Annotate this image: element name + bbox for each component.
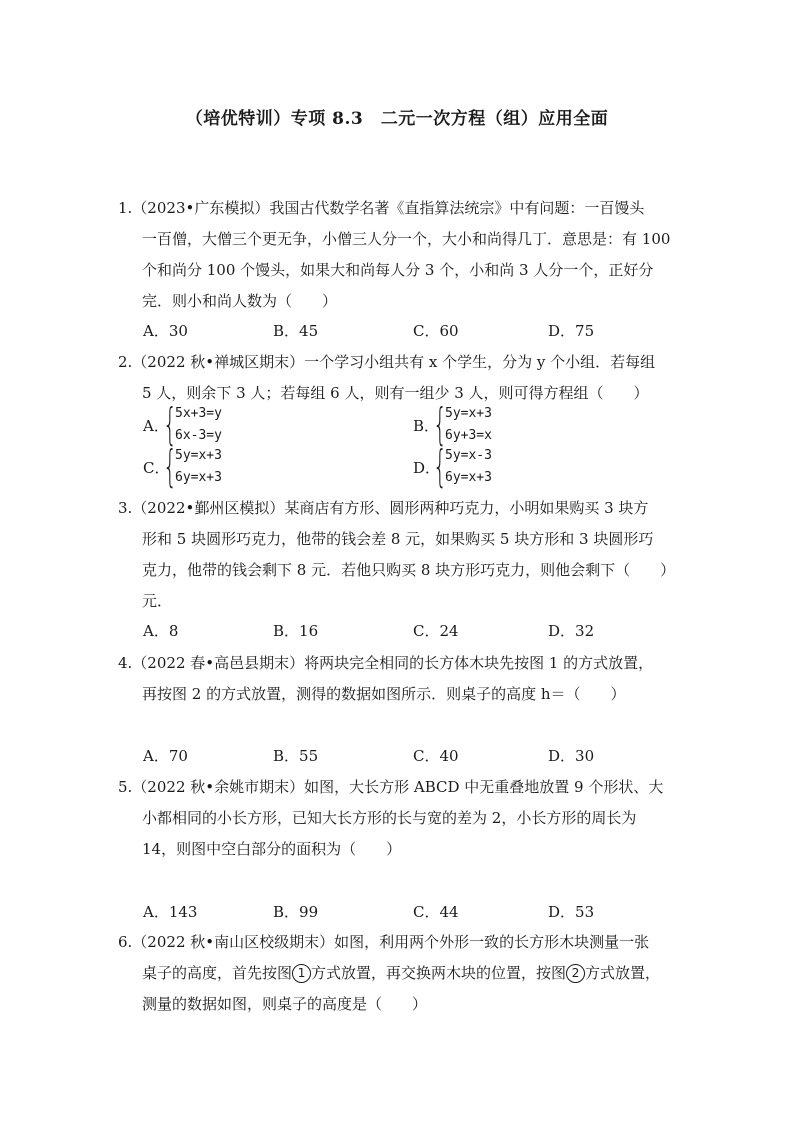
question-4 [118, 648, 688, 710]
brace-icon: { [163, 441, 177, 492]
question-3-line-4: 元． [142, 592, 173, 610]
question-3-line-1: 3.（2022•鄞州区模拟）某商店有方形、圆形两种巧克力，小明如果购买 3 块方 [118, 499, 649, 517]
question-2-options: A． { 5x+3=y 6x-3=y B． { 5y=x+3 6y+3=x C． { 5y=x+3 6y=x+3 D． { 5y=x-3 6y=x+3 [143, 399, 492, 492]
question-3-options [143, 620, 663, 644]
option-c: C．60 [413, 322, 459, 340]
brace-icon: { [433, 399, 447, 450]
page-title: （培优特训）专项 8.3 二元一次方程（组）应用全面 [185, 109, 609, 129]
option-b: B．99 [273, 903, 319, 921]
question-3-line-2: 形和 5 块圆形巧克力，他带的钱会差 8 元，如果购买 5 块方形和 3 块圆形巧 [142, 530, 654, 548]
question-1-line-3: 个和尚分 100 个馒头，如果大和尚每人分 3 个，小和尚 3 人分一个，正好分 [142, 261, 654, 279]
option-c: C．24 [413, 622, 459, 640]
question-1-line-4: 完．则小和尚人数为（ ） [142, 292, 338, 310]
question-3 [118, 493, 688, 617]
question-6-line-2: 桌子的高度，首先按图 1 方式放置，再交换两木块的位置，按图 2 方式放置， [142, 964, 661, 982]
question-5-line-3: 14，则图中空白部分的面积为（ ） [142, 840, 402, 858]
option-d: D．53 [548, 903, 595, 921]
question-2-line-2: 5 人，则余下 3 人；若每组 6 人，则有一组少 3 人，则可得方程组（ ） [142, 384, 649, 402]
circled-number-2: 2 [566, 964, 585, 983]
question-3-line-3: 克力，他带的钱会剩下 8 元．若他只购买 8 块方形巧克力，则他会剩下（ ） [142, 561, 676, 579]
brace-icon: { [163, 399, 177, 450]
question-2-line-1: 2.（2022 秋•禅城区期末）一个学习小组共有 x 个学生，分为 y 个小组．若每组 [118, 353, 656, 371]
option-b: B．16 [273, 622, 319, 640]
question-4-options [143, 745, 663, 769]
question-2 [118, 347, 688, 409]
question-1-options [143, 320, 663, 344]
option-d: D．30 [548, 747, 595, 765]
option-a: A．143 [143, 903, 198, 921]
option-a: A．70 [143, 747, 188, 765]
question-5 [118, 772, 688, 865]
question-5-line-1: 5.（2022 秋•余姚市期末）如图，大长方形 ABCD 中无重叠地放置 9 个形状、大 [118, 778, 664, 796]
question-1 [118, 193, 688, 317]
question-5-line-2: 小都相同的小长方形，已知大长方形的长与宽的差为 2，小长方形的周长为 [142, 809, 637, 827]
question-1-line-2: 一百僧，大僧三个更无争，小僧三人分一个，大小和尚得几丁．意思是：有 100 [142, 230, 671, 248]
option-a: A．30 [143, 322, 188, 340]
option-c: C．44 [413, 903, 459, 921]
question-6 [118, 927, 688, 1020]
question-6-line-3: 测量的数据如图，则桌子的高度是（ ） [142, 995, 428, 1013]
question-1-line-1: 1.（2023•广东模拟）我国古代数学名著《直指算法统宗》中有问题：一百馒头 [118, 199, 645, 217]
option-b: B．45 [273, 322, 319, 340]
option-d: D．32 [548, 622, 595, 640]
question-4-line-2: 再按图 2 的方式放置，测得的数据如图所示．则桌子的高度 h＝（ ） [142, 685, 626, 703]
option-d: D．75 [548, 322, 595, 340]
option-c: C．40 [413, 747, 459, 765]
question-5-options [143, 901, 663, 925]
question-6-line-1: 6.（2022 秋•南山区校级期末）如图，利用两个外形一致的长方形木块测量一张 [118, 933, 650, 951]
brace-icon: { [433, 441, 447, 492]
option-b: B．55 [273, 747, 319, 765]
circled-number-1: 1 [292, 964, 311, 983]
question-4-line-1: 4.（2022 春•高邑县期末）将两块完全相同的长方体木块先按图 1 的方式放置， [118, 654, 654, 672]
option-a: A．8 [143, 622, 179, 640]
